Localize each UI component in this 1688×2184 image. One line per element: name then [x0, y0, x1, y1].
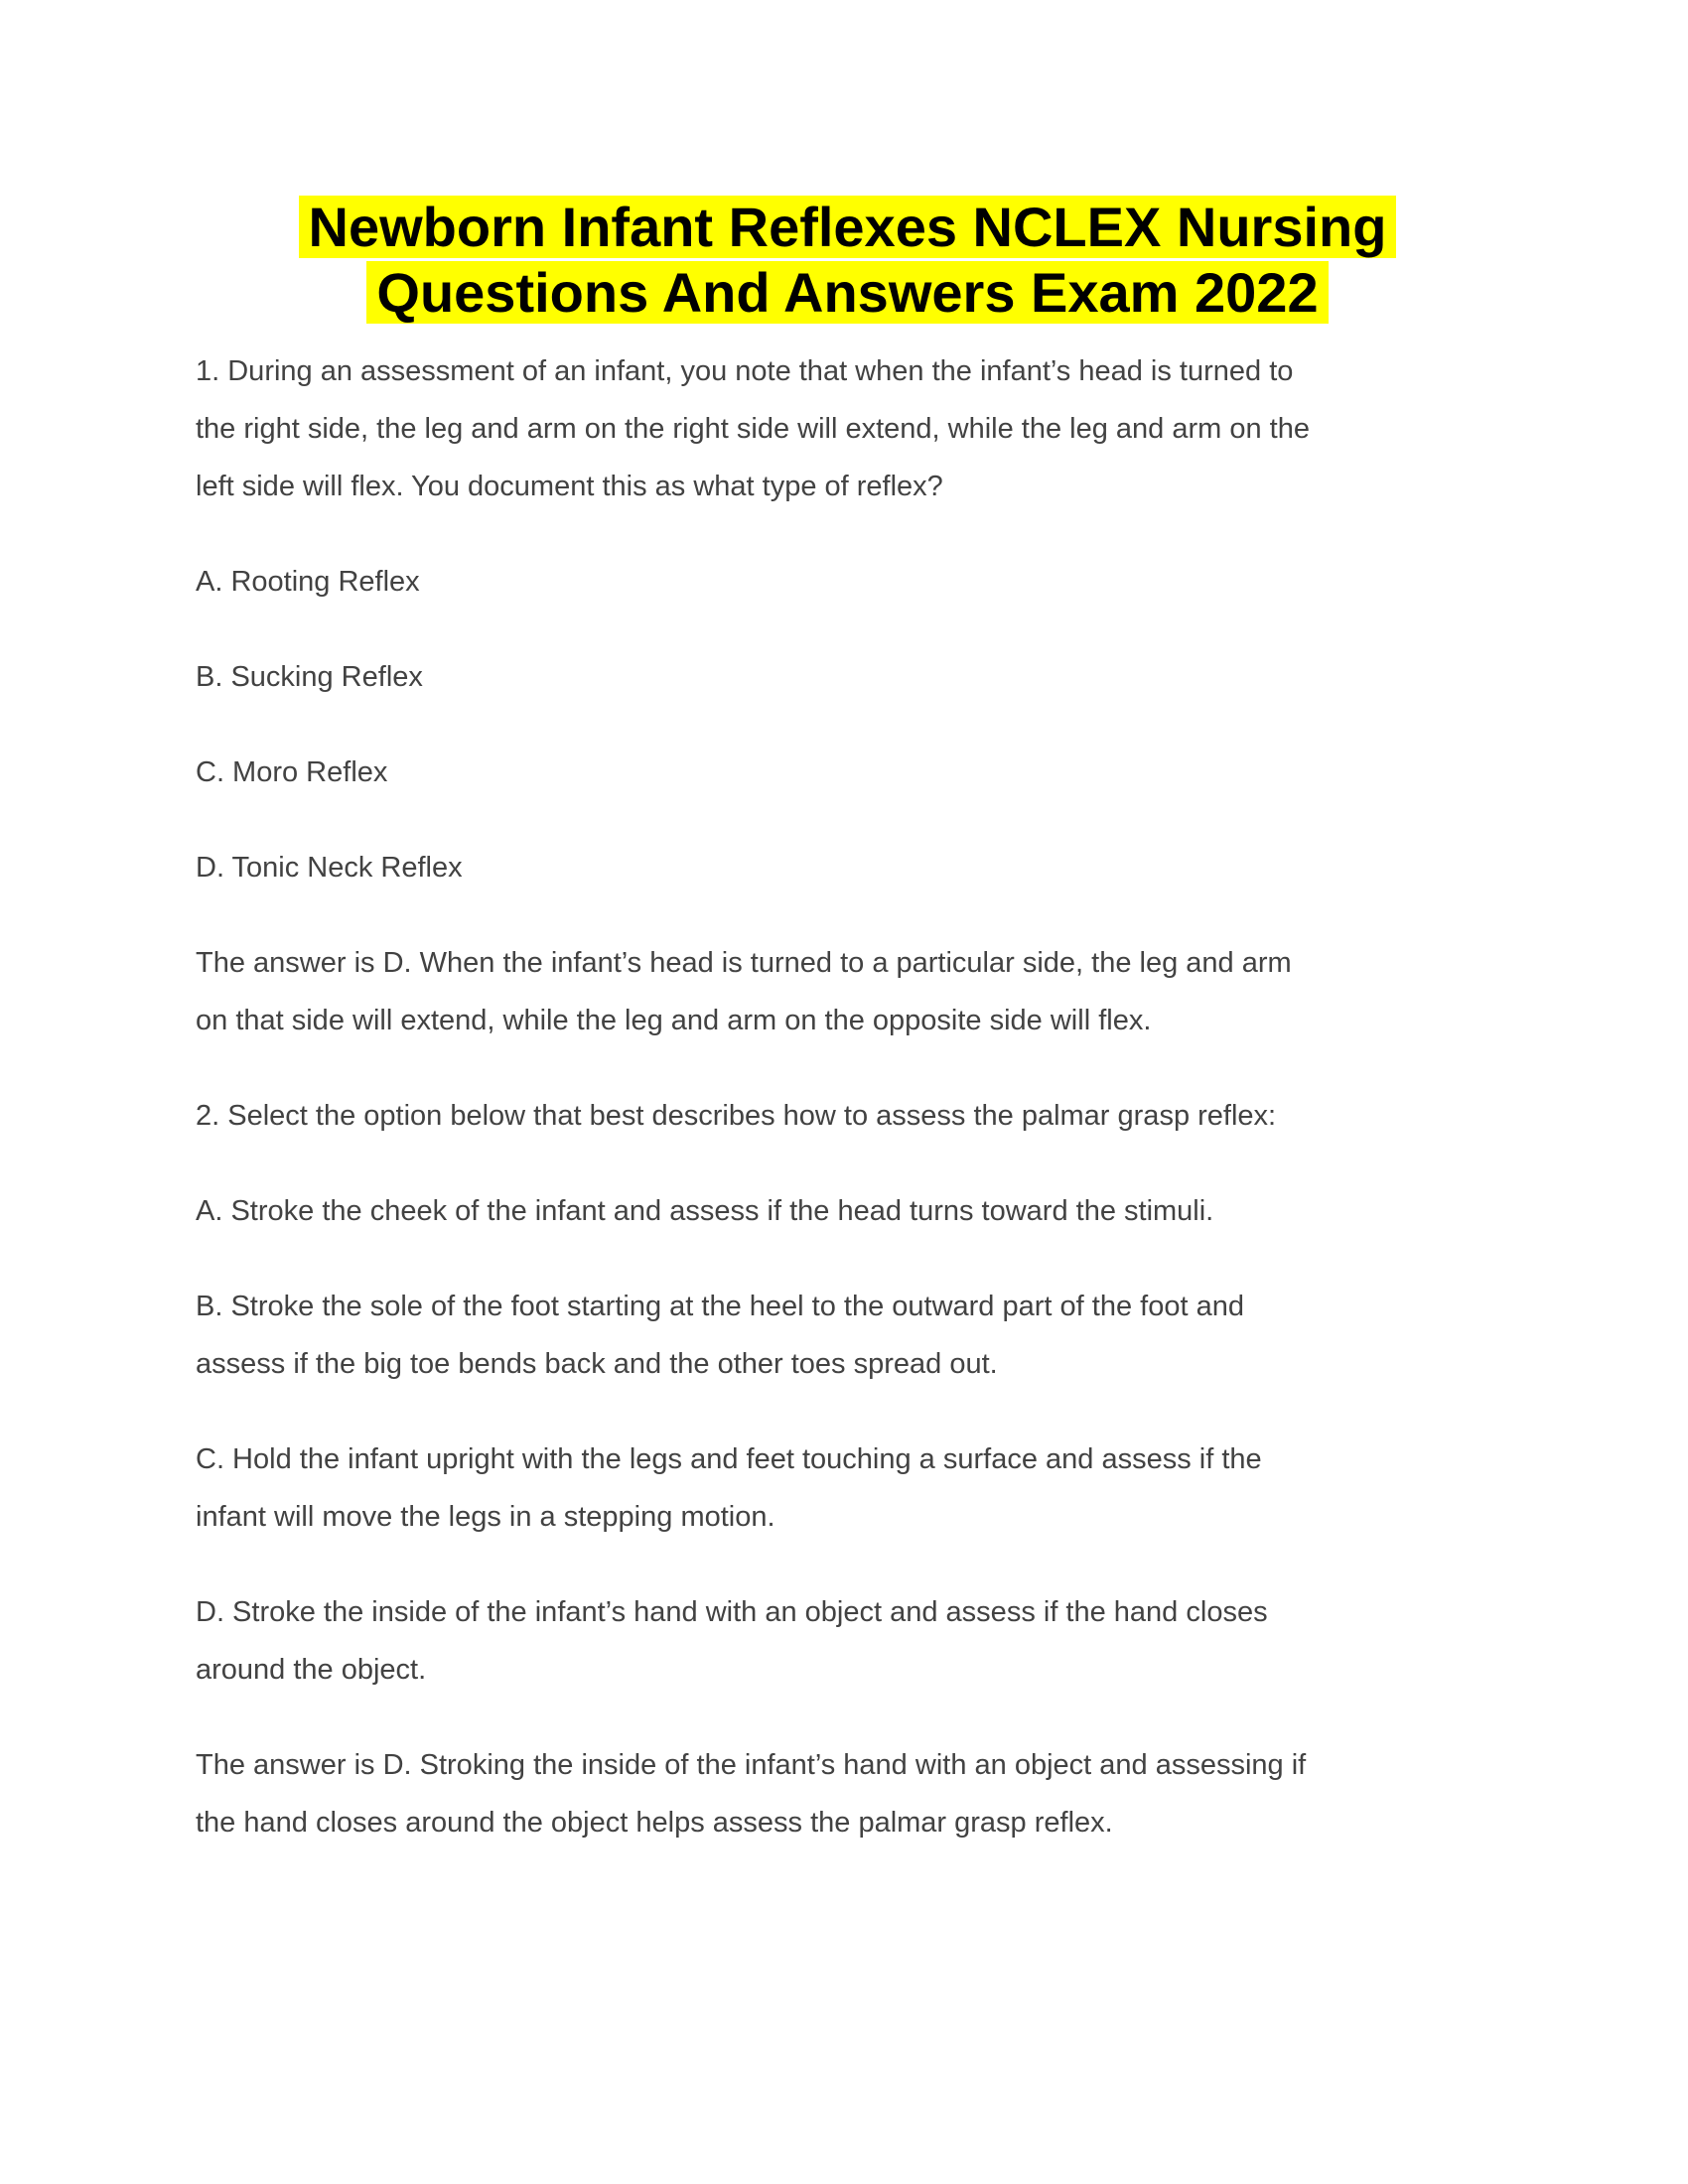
q1-option-a: A. Rooting Reflex	[196, 566, 420, 598]
title-line-1-highlight: Newborn Infant Reflexes NCLEX Nursing	[299, 196, 1397, 258]
q1-option-d: D. Tonic Neck Reflex	[196, 852, 463, 884]
q2-option-c: C. Hold the infant upright with the legs and feet touching a surface and assess if the infant will move the legs in a stepping motion.	[196, 1443, 1262, 1533]
q1-option-c: C. Moro Reflex	[196, 756, 388, 788]
title-line-2-highlight: Questions And Answers Exam 2022	[366, 261, 1328, 324]
q2-option-d: D. Stroke the inside of the infant’s hand with an object and assess if the hand closes around the object.	[196, 1596, 1268, 1686]
document-body	[196, 342, 1499, 1851]
q2-option-b: B. Stroke the sole of the foot starting at the heel to the outward part of the foot and assess if the big toe bends back and the other toes spread out.	[196, 1291, 1244, 1380]
q1-option-b: B. Sucking Reflex	[196, 661, 423, 693]
title-line-1	[196, 195, 1499, 260]
question-2: 2. Select the option below that best describes how to assess the palmar grasp reflex:	[196, 1100, 1277, 1132]
q1-answer: The answer is D. When the infant’s head is turned to a particular side, the leg and arm on that side will extend, while the leg and arm on the opposite side will flex.	[196, 947, 1292, 1036]
question-1: 1. During an assessment of an infant, you note that when the infant’s head is turned to the right side, the leg and arm on the right side will extend, while the leg and arm on the left side will flex. You document this as what type of reflex?	[196, 355, 1310, 502]
q2-answer: The answer is D. Stroking the inside of the infant’s hand with an object and assessing if the hand closes around the object helps assess the palmar grasp reflex.	[196, 1749, 1307, 1839]
title-line-2	[196, 260, 1499, 326]
q2-option-a: A. Stroke the cheek of the infant and assess if the head turns toward the stimuli.	[196, 1195, 1214, 1227]
document-title	[196, 195, 1499, 326]
